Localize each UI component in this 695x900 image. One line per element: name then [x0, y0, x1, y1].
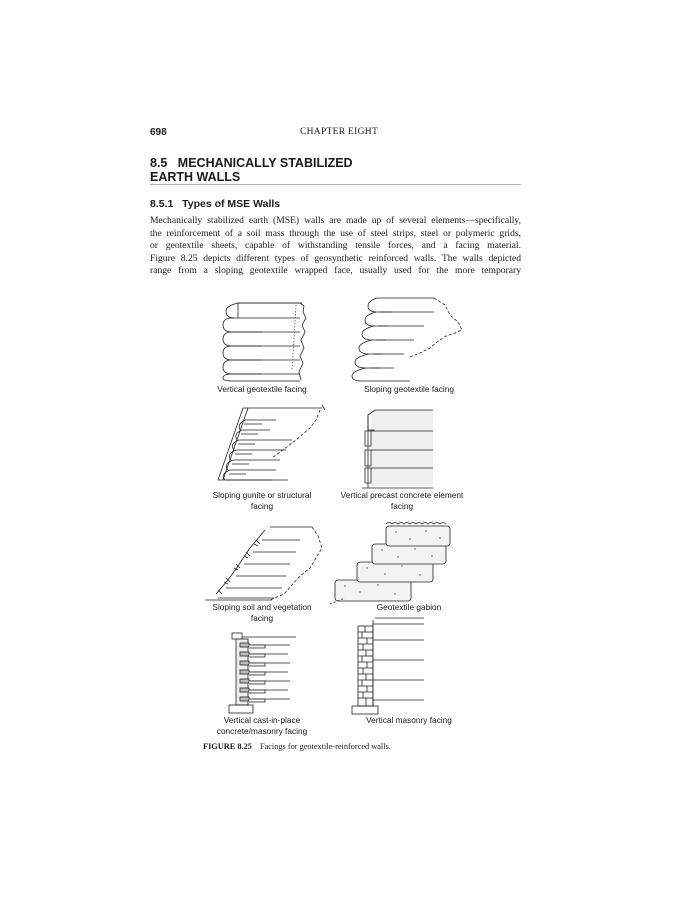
panel-vertical-geotextile-facing	[223, 303, 306, 381]
panel-label-geotextile-gabion	[344, 602, 474, 613]
panel-sloping-gunite-facing	[218, 405, 325, 480]
panel-label-vertical-geotextile	[196, 384, 328, 395]
figure-caption-label: FIGURE 8.25	[203, 742, 252, 751]
body-line: Figure 8.25 depicts different types of geosynthetic reinforced walls. The walls depicted	[150, 252, 521, 264]
label-line: Sloping gunite or structural	[212, 490, 312, 500]
label-line: concrete/masonry facing	[216, 725, 308, 736]
section-title-line-2: EARTH WALLS	[150, 170, 241, 184]
running-head: CHAPTER EIGHT	[300, 127, 379, 137]
panel-label-cast-in-place	[196, 715, 328, 736]
panel-label-vertical-precast	[328, 490, 476, 511]
body-line: range from a sloping geotextile wrapped face, usually used for the more temporary	[150, 265, 521, 277]
panel-label-masonry	[334, 715, 484, 726]
body-line: or geotextile sheets, capable of withstanding tensile forces, and a facing material.	[150, 240, 521, 252]
label-line: facing	[390, 500, 414, 511]
panel-masonry-facing	[352, 618, 424, 714]
panel-cast-in-place-facing	[229, 633, 296, 713]
figure-caption	[203, 742, 391, 751]
label-line: Vertical masonry facing	[366, 715, 452, 725]
subsection-title: 8.5.1 Types of MSE Walls	[150, 198, 281, 210]
panel-label-sloping-gunite	[196, 490, 328, 511]
label-line: facing	[250, 500, 274, 511]
panel-sloping-geotextile-facing	[352, 298, 462, 381]
geotextile-wraps	[223, 303, 300, 381]
body-line: the reinforcement of a soil mass through the use of steel strips, steel or polymeric grids,	[150, 227, 521, 239]
page-number: 698	[150, 127, 167, 138]
label-line: Vertical cast-in-place	[223, 715, 301, 725]
label-line: Vertical geotextile facing	[217, 384, 307, 394]
body-line: Mechanically stabilized earth (MSE) walls are made up of several elements—specifically,	[150, 215, 521, 226]
label-line: Sloping geotextile facing	[364, 384, 454, 394]
panel-label-sloping-geotextile	[344, 384, 474, 395]
label-line: Sloping soil and vegetation	[212, 602, 312, 612]
label-line: facing	[250, 612, 274, 623]
label-line: Geotextile gabion	[376, 602, 442, 612]
figure-caption-text: Facings for geotextile-reinforced walls.	[259, 742, 391, 751]
panel-vertical-precast-facing	[362, 410, 433, 488]
panel-sloping-soil-vegetation-facing	[205, 527, 322, 600]
label-line: Vertical precast concrete element	[340, 490, 464, 500]
panel-label-sloping-soil	[196, 602, 328, 623]
section-title-line-1: 8.5 MECHANICALLY STABILIZED	[150, 156, 353, 170]
panel-geotextile-gabion	[330, 523, 450, 605]
